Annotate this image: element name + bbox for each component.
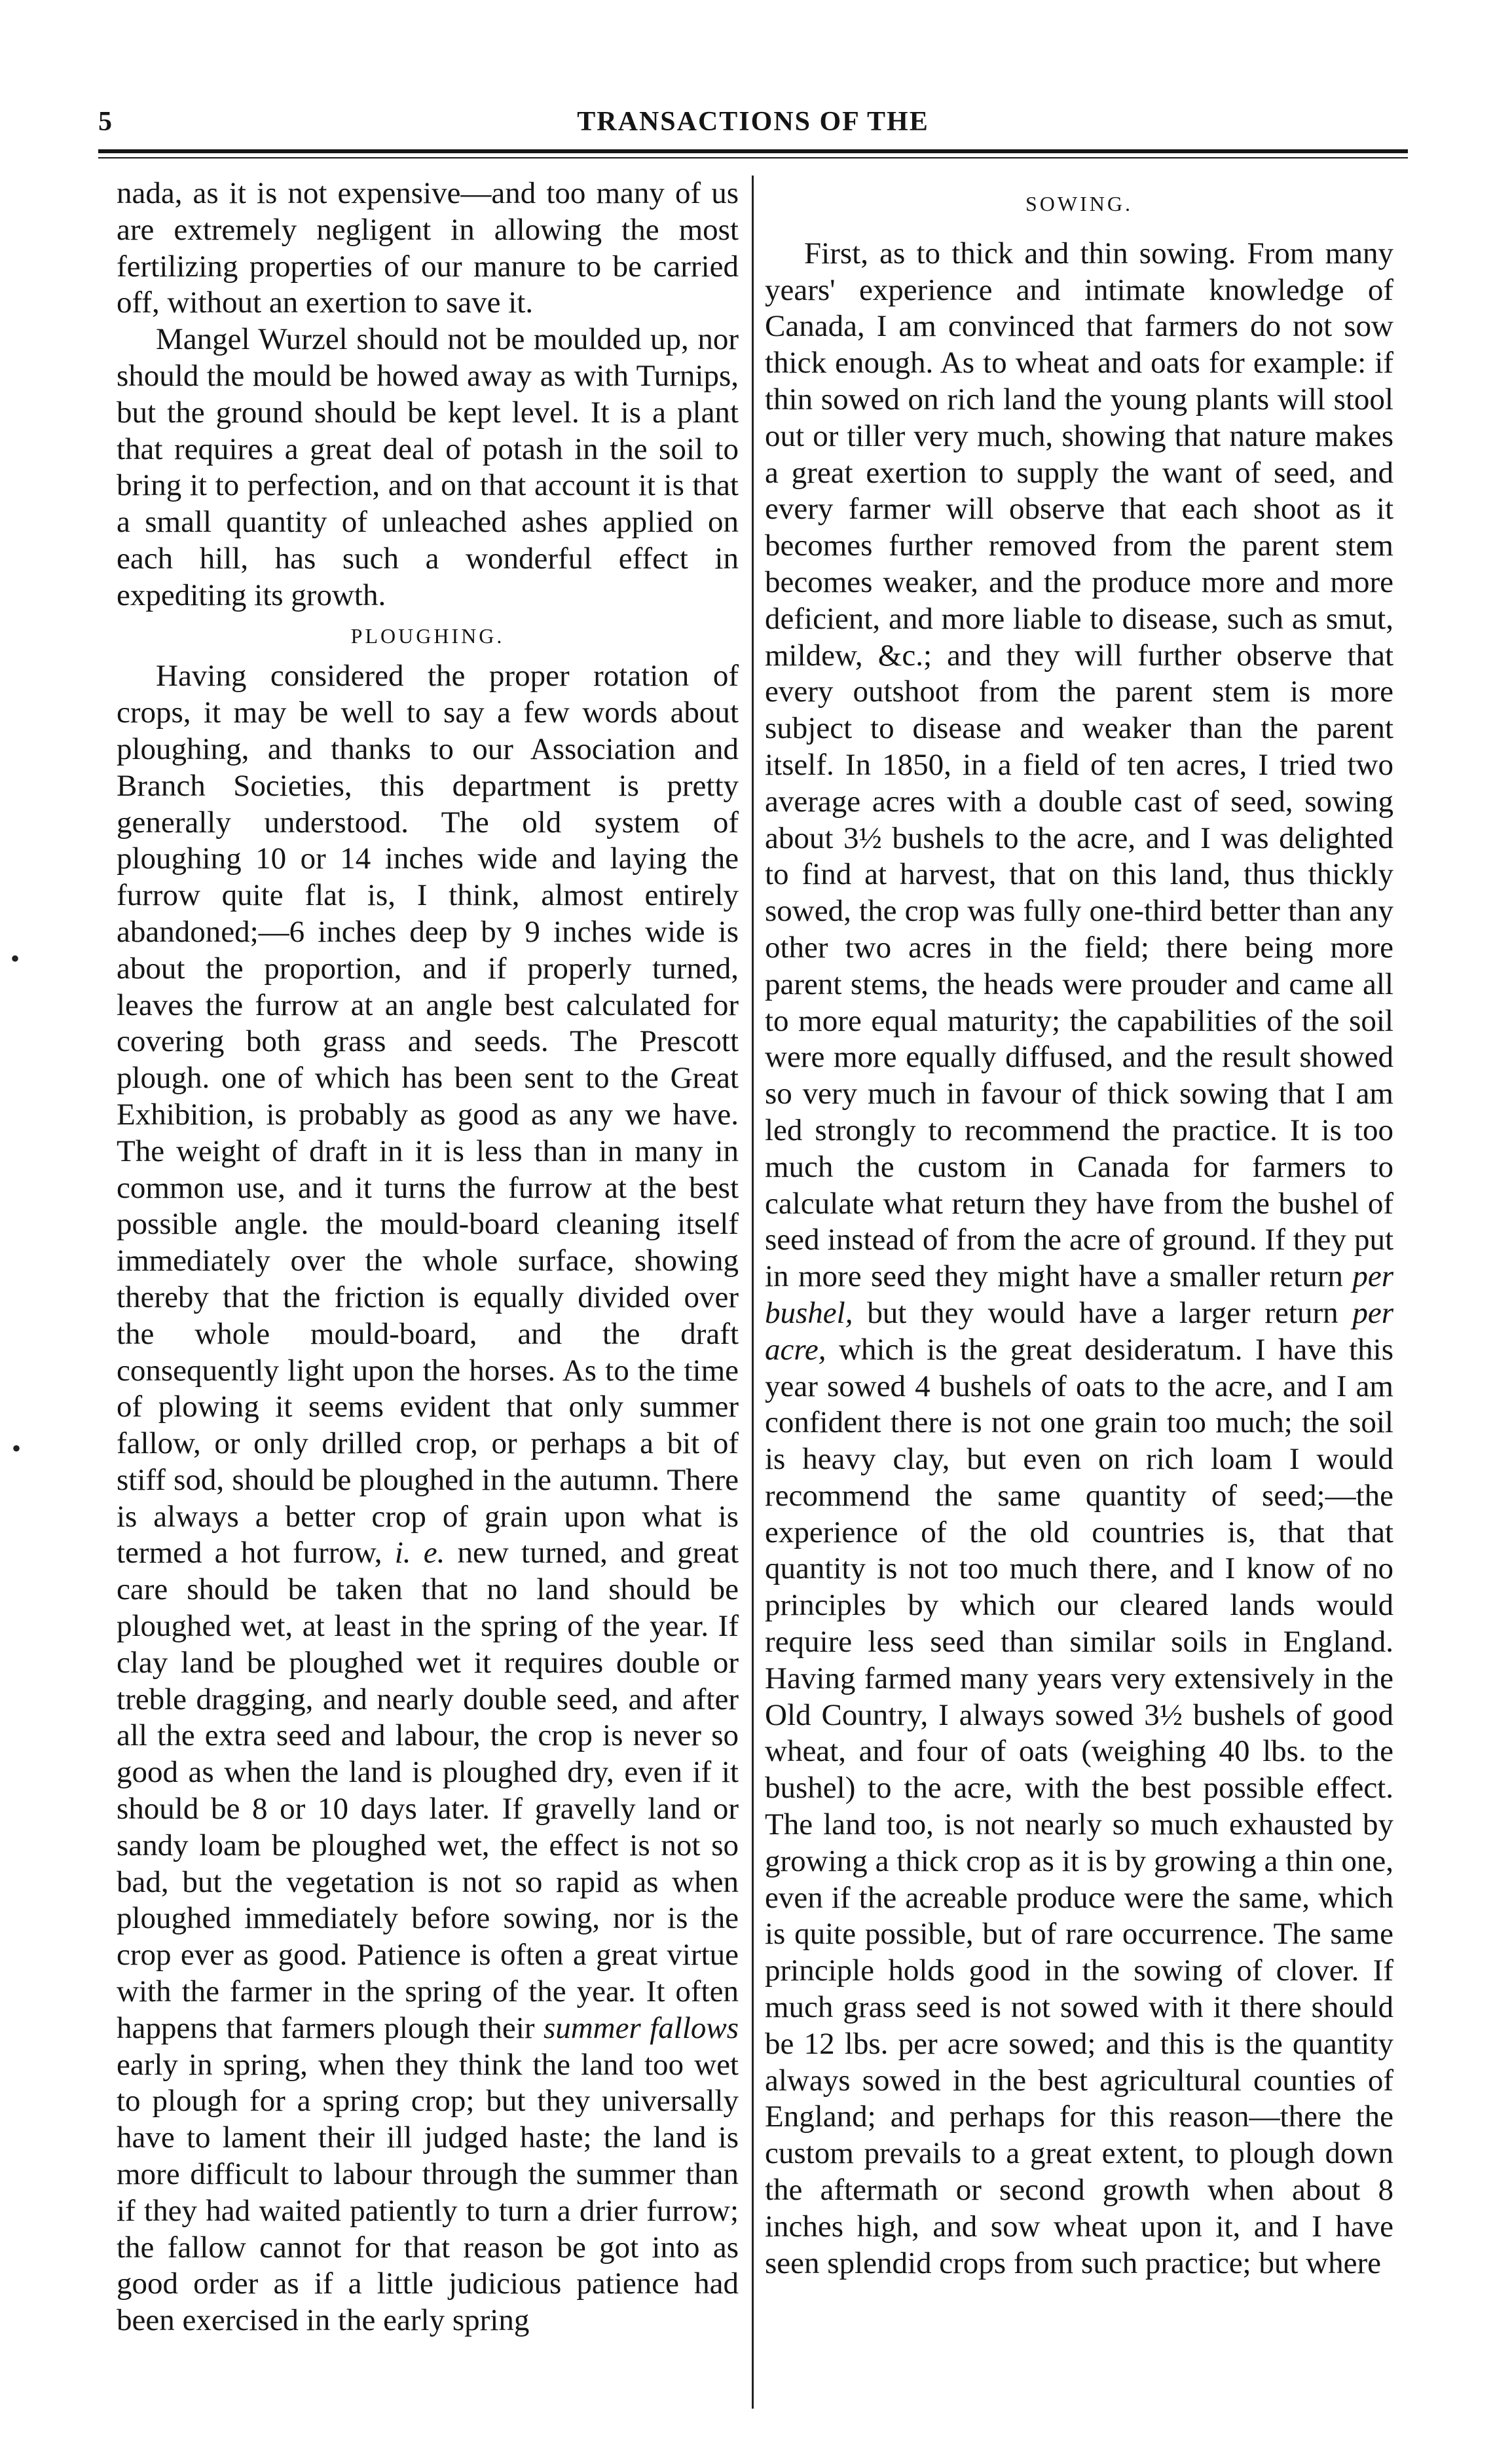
sowing-text-a: First, as to thick and thin sowing. From many years' experience and intimate knowledge of Canada, I am convinced that farmers do not sow thick enough. As to wheat and oats for example: if thin sowed on rich land the young plants will stool out or tiller very much, showing that nature makes a great exertion to supply the want of seed, and every farmer will observe that each shoot as it becomes further removed from the parent stem becomes weaker, and the produce more and more deficient, and more liable to disease, such as smut, mildew, &c.; and they will further observe that every outshoot from the parent stem is more subject to disease and weaker than the parent itself. In 1850, in a field of ten acres, I tried two average acres with a double cast of seed, sowing about 3½ bushels to the acre, and I was delighted to find at harvest, that on this land, thus thickly sowed, the crop was fully one-third better than any other two acres in the field; there being more parent stems, the heads were prouder and came all to more equal maturity; the capabilities of the soil were more equally diffused, and the result showed so very much in favour of thick sowing that I am led strongly to recommend the practice. It is too much the custom in Canada for farmers to calculate what return they have from the bushel of seed instead of from the acre of ground. If they put in more seed they might have a smaller return: [765, 236, 1393, 1294]
sowing-text-c: which is the great desideratum. I have this year sowed 4 bushels of oats to the acre, and I am confident there is not one grain too much; the soil is heavy clay, but even on rich loam I would recommend the same quantity of seed;—the experience of the old countries is, that that quantity is not too much there, and I know of no principles by which our cleared lands would require less seed than similar soils in England. Having farmed many years very extensively in the Old Country, I always sowed 3½ bushels of good wheat, and four of oats (weighing 40 lbs. to the bushel) to the acre, with the best possible effect. The land too, is not nearly so much exhausted by growing a thick crop as it is by growing a thin one, even if the acreable produce were the same, which is quite possible, but of rare occurrence. The same principle holds good in the sowing of clover. If much grass seed is not sowed with it there should be 12 lbs. per acre sowed; and this is the quantity always sowed in the best agricultural counties of England; and perhaps for this reason—there the custom prevails to a great extent, to plough down the aftermath or second growth when about 8 inches high, and sow wheat upon it, and I have seen splendid crops from such practice; but where: [765, 1332, 1393, 2280]
header-rule-thick: [98, 149, 1408, 153]
header-rule-thin: [98, 157, 1408, 158]
paragraph-sowing: [765, 236, 1393, 2282]
paragraph-mangel-wurzel: Mangel Wurzel should not be moulded up, nor should the mould be howed away as with Turnips, but the ground should be kept level. It is a plant that requires a great deal of potash in the soil to bring it to perfection, and on that account it is that a small quantity of unleached ashes applied on each hill, has such a wonderful effect in expediting its growth.: [117, 322, 739, 612]
sowing-text-b: but they would have a larger return: [867, 1295, 1338, 1330]
ploughing-summer-fallows: summer fallows: [543, 2010, 739, 2045]
page-header: [98, 106, 1408, 145]
ploughing-text-b: new turned, and great care should be taken that no land should be ploughed wet, at least in the spring of the year. If clay land be ploughed wet it requires double or treble dragging, and nearly double seed, and after all the extra seed and labour, the crop is never so good as when the land is ploughed dry, even if it should be 8 or 10 days later. If gravelly land or sandy loam be ploughed wet, the effect is not so bad, but the vegetation is not so rapid as when ploughed immediately before sowing, nor is the crop ever as good. Patience is often a great virtue with the farmer in the spring of the year. It often happens that farmers plough their: [117, 1536, 739, 2045]
heading-ploughing: PLOUGHING.: [350, 623, 505, 648]
sowing-per-acre: per acre,: [765, 1295, 1393, 1367]
column-divider: [752, 176, 754, 2409]
ploughing-text-a: Having considered the proper rotation of crops, it may be well to say a few words about ploughing, and thanks to our Association and Branch Societies, this department is pretty generally understood. The old system of ploughing 10 or 14 inches wide and laying the furrow quite flat is, I think, almost entirely abandoned;—6 inches deep by 9 inches wide is about the proportion, and if properly turned, leaves the furrow at an angle best calculated for covering both grass and seeds. The Prescott plough. one of which has been sent to the Great Exhibition, is probably as good as any we have. The weight of draft in it is less than in many in common use, and it turns the furrow at the best possible angle. the mould-board cleaning itself immediately over the whole surface, showing thereby that the friction is equally divided over the whole mould-board, and the draft consequently light upon the horses. As to the time of plowing it seems evident that only summer fallow, or only drilled crop, or perhaps a bit of stiff sod, should be ploughed in the autumn. There is always a better crop of grain upon what is termed a hot furrow,: [117, 659, 739, 1570]
right-column: [765, 176, 1393, 2409]
running-title: TRANSACTIONS OF THE: [577, 107, 929, 137]
margin-dot-1: •: [10, 944, 20, 973]
ploughing-ie: i. e.: [394, 1536, 445, 1570]
paragraph-manure: nada, as it is not expensive—and too many of us are extremely negligent in allowing the most fertilizing properties of our manure to be carried off, without an exertion to save it.: [117, 176, 739, 320]
margin-dot-2: •: [12, 1434, 22, 1463]
page-number: 5: [98, 107, 112, 137]
sowing-per-bushel: per bushel,: [765, 1259, 1393, 1330]
heading-sowing: SOWING.: [1025, 192, 1133, 215]
paragraph-ploughing: [117, 658, 739, 2339]
left-column: [117, 176, 739, 2409]
ploughing-text-c: early in spring, when they think the land too wet to plough for a spring crop; but they universally have to lament their ill judged haste; the land is more difficult to labour through the summer than if they had waited patiently to turn a drier furrow; the fallow cannot for that reason be got into as good order as if a little judicious patience had been exercised in the early spring: [117, 2047, 739, 2338]
